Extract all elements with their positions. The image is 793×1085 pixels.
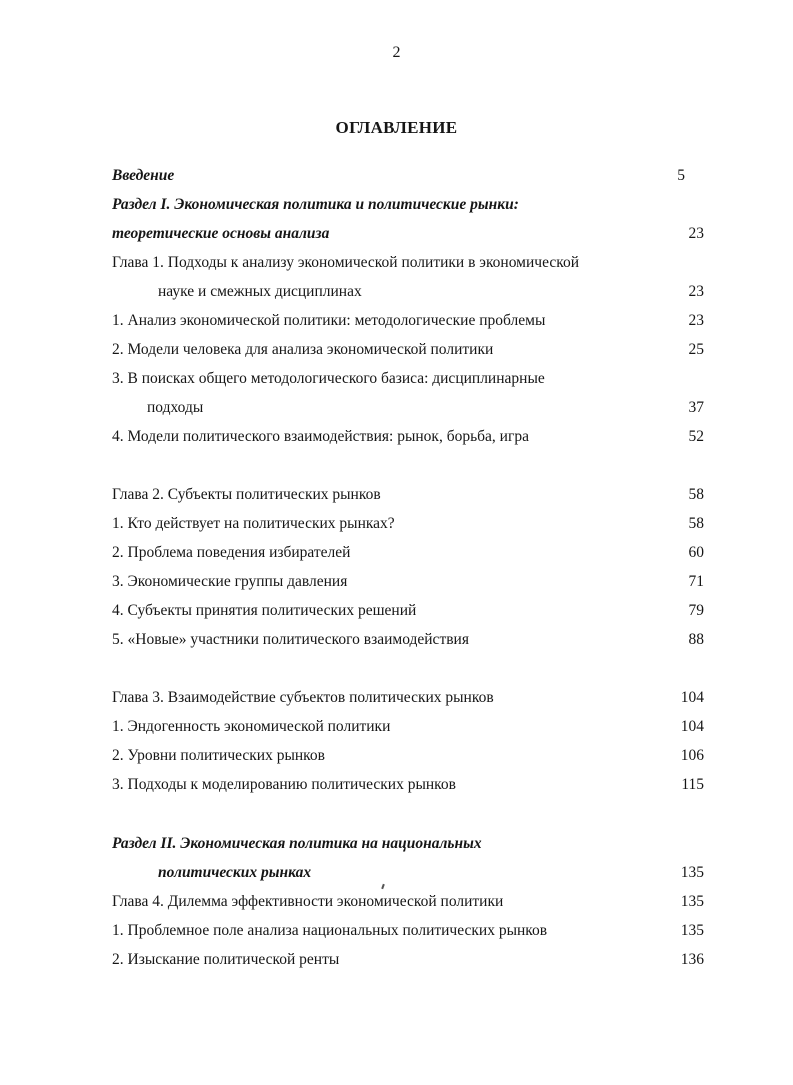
toc-entry-part1-line2[interactable] — [0, 222, 793, 246]
toc-entry-page: 71 — [688, 573, 704, 590]
toc-entry-text: Глава 3. Взаимодействие субъектов политических рынков — [112, 689, 494, 706]
toc-entry-chapter2[interactable] — [0, 483, 793, 507]
toc-entry-text: 2. Уровни политических рынков — [112, 747, 325, 764]
toc-entry-ch4-s1[interactable] — [0, 919, 793, 943]
toc-entry-ch2-s4[interactable] — [0, 599, 793, 623]
toc-entry-text: 2. Изыскание политической ренты — [112, 951, 340, 968]
toc-entry-page: 135 — [680, 922, 704, 939]
toc-entry-ch2-s2[interactable] — [0, 541, 793, 565]
toc-entry-text: 3. Экономические группы давления — [112, 573, 348, 590]
toc-entry-ch1-s1[interactable] — [0, 309, 793, 333]
toc-entry-ch2-s1[interactable] — [0, 512, 793, 536]
toc-entry-page: 79 — [688, 602, 704, 619]
toc-entry-ch1-s4[interactable] — [0, 425, 793, 449]
toc-entry-text: Введение — [112, 167, 175, 184]
toc-entry-page: 23 — [688, 225, 704, 242]
toc-title: ОГЛАВЛЕНИЕ — [335, 118, 458, 137]
toc-entry-text: Раздел I. Экономическая политика и политические рынки: — [112, 196, 519, 213]
toc-entry-text: 1. Анализ экономической политики: методологические проблемы — [112, 312, 546, 329]
toc-entry-text: 1. Проблемное поле анализа национальных политических рынков — [112, 922, 548, 939]
toc-entry-ch2-s3[interactable] — [0, 570, 793, 594]
toc-entry-part1-line1[interactable] — [0, 193, 793, 217]
toc-entry-ch3-s1[interactable] — [0, 715, 793, 739]
toc-entry-text: подходы — [147, 399, 204, 416]
toc-entry-page: 135 — [680, 893, 704, 910]
toc-entry-chapter1-line2[interactable] — [0, 280, 793, 304]
toc-entry-text: политических рынках — [158, 864, 312, 881]
toc-entry-text: 4. Модели политического взаимодействия: рынок, борьба, игра — [112, 428, 529, 445]
toc-entry-page: 58 — [688, 486, 704, 503]
toc-entry-ch2-s5[interactable] — [0, 628, 793, 652]
toc-entry-intro[interactable] — [0, 164, 793, 188]
toc-entry-ch3-s3[interactable] — [0, 773, 793, 797]
toc-entry-ch4-s2[interactable] — [0, 948, 793, 972]
toc-entry-chapter3[interactable] — [0, 686, 793, 710]
toc-entry-text: Глава 1. Подходы к анализу экономической политики в экономической — [112, 254, 580, 271]
toc-entry-text: Глава 2. Субъекты политических рынков — [112, 486, 381, 503]
toc-entry-page: 52 — [688, 428, 704, 445]
toc-entry-text: науке и смежных дисциплинах — [158, 283, 362, 300]
toc-entry-text: 5. «Новые» участники политического взаимодействия — [112, 631, 469, 648]
toc-entry-page: 106 — [680, 747, 704, 764]
toc-entry-part2-line2[interactable] — [0, 861, 793, 885]
page-number: 2 — [392, 44, 401, 61]
toc-entry-page: 23 — [688, 312, 704, 329]
toc-entry-text: Раздел II. Экономическая политика на национальных — [112, 835, 482, 852]
toc-entry-ch1-s3-line2[interactable] — [0, 396, 793, 420]
toc-entry-text: 3. Подходы к моделированию политических рынков — [112, 776, 456, 793]
toc-entry-text: Глава 4. Дилемма эффективности экономической политики — [112, 893, 504, 910]
toc-entry-text: 2. Модели человека для анализа экономической политики — [112, 341, 494, 358]
toc-entry-page: 104 — [680, 718, 704, 735]
toc-entry-text: 2. Проблема поведения избирателей — [112, 544, 351, 561]
toc-entry-ch1-s2[interactable] — [0, 338, 793, 362]
toc-entry-page: 88 — [688, 631, 704, 648]
toc-entry-chapter1-line1[interactable] — [0, 251, 793, 275]
toc-entry-page: 136 — [680, 951, 704, 968]
toc-entry-page: 25 — [688, 341, 704, 358]
toc-entry-ch3-s2[interactable] — [0, 744, 793, 768]
toc-entry-text: 3. В поисках общего методологического базиса: дисциплинарные — [112, 370, 545, 387]
toc-entry-part2-line1[interactable] — [0, 832, 793, 856]
toc-entry-page: 60 — [688, 544, 704, 561]
toc-entry-page: 115 — [681, 776, 704, 793]
toc-entry-ch1-s3-line1[interactable] — [0, 367, 793, 391]
toc-entry-chapter4[interactable] — [0, 890, 793, 914]
toc-entry-page: 5 — [677, 167, 685, 184]
toc-entry-page: 58 — [688, 515, 704, 532]
toc-entry-page: 37 — [688, 399, 704, 416]
toc-entry-page: 135 — [680, 864, 704, 881]
toc-entry-text: 1. Кто действует на политических рынках? — [112, 515, 395, 532]
toc-entry-text: 4. Субъекты принятия политических решений — [112, 602, 417, 619]
toc-entry-text: 1. Эндогенность экономической политики — [112, 718, 391, 735]
toc-entry-text: теоретические основы анализа — [112, 225, 330, 242]
toc-entry-page: 104 — [680, 689, 704, 706]
toc-entry-page: 23 — [688, 283, 704, 300]
